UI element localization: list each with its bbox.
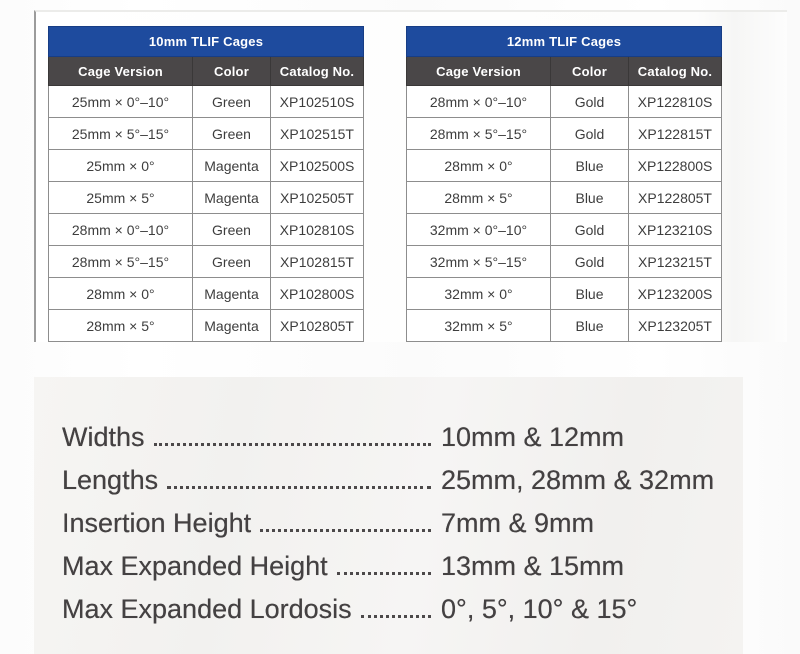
cell-catalog-no: XP102515T bbox=[271, 118, 364, 150]
cell-catalog-no: XP102805T bbox=[271, 310, 364, 342]
cell-color: Blue bbox=[551, 150, 629, 182]
cell-catalog-no: XP102810S bbox=[271, 214, 364, 246]
table-row bbox=[49, 310, 364, 342]
spec-row-insertion-height bbox=[62, 496, 743, 539]
cell-color: Blue bbox=[551, 310, 629, 342]
spec-row-max-expanded-height bbox=[62, 539, 743, 582]
cell-color: Magenta bbox=[193, 278, 271, 310]
cell-cage-version: 25mm × 5°–15° bbox=[49, 118, 193, 150]
cell-color: Gold bbox=[551, 118, 629, 150]
table-row bbox=[49, 118, 364, 150]
cell-cage-version: 28mm × 0° bbox=[407, 150, 551, 182]
spec-row-widths bbox=[62, 410, 743, 453]
cell-cage-version: 28mm × 0°–10° bbox=[49, 214, 193, 246]
cell-cage-version: 25mm × 5° bbox=[49, 182, 193, 214]
spec-row-max-expanded-lordosis bbox=[62, 582, 743, 625]
cell-color: Gold bbox=[551, 214, 629, 246]
cell-cage-version: 32mm × 5° bbox=[407, 310, 551, 342]
cell-catalog-no: XP123200S bbox=[629, 278, 722, 310]
cell-catalog-no: XP102505T bbox=[271, 182, 364, 214]
cell-catalog-no: XP122815T bbox=[629, 118, 722, 150]
cell-color: Green bbox=[193, 214, 271, 246]
column-header-color: Color bbox=[193, 57, 271, 86]
table-title-row bbox=[407, 27, 722, 57]
cell-cage-version: 28mm × 5° bbox=[49, 310, 193, 342]
cell-catalog-no: XP123205T bbox=[629, 310, 722, 342]
table-row bbox=[407, 214, 722, 246]
spec-value: 0°, 5°, 10° & 15° bbox=[441, 593, 638, 624]
cell-color: Magenta bbox=[193, 182, 271, 214]
cell-color: Gold bbox=[551, 246, 629, 278]
dotted-leader bbox=[361, 615, 431, 618]
specs-card bbox=[34, 377, 743, 654]
cell-catalog-no: XP122800S bbox=[629, 150, 722, 182]
table-row bbox=[407, 118, 722, 150]
table-row bbox=[407, 278, 722, 310]
cell-color: Gold bbox=[551, 86, 629, 118]
dotted-leader bbox=[154, 443, 431, 446]
cage-table-10mm bbox=[48, 26, 364, 342]
column-header-color: Color bbox=[551, 57, 629, 86]
dotted-leader bbox=[337, 572, 431, 575]
column-header-row bbox=[407, 57, 722, 86]
column-header-cage-version: Cage Version bbox=[49, 57, 193, 86]
cell-color: Magenta bbox=[193, 310, 271, 342]
column-header-catalog-no: Catalog No. bbox=[271, 57, 364, 86]
cage-table-12mm bbox=[406, 26, 722, 342]
cell-catalog-no: XP123215T bbox=[629, 246, 722, 278]
spec-label: Insertion Height bbox=[62, 507, 252, 538]
dotted-leader bbox=[167, 486, 431, 489]
cell-catalog-no: XP102800S bbox=[271, 278, 364, 310]
cell-cage-version: 32mm × 0° bbox=[407, 278, 551, 310]
table-title-row bbox=[49, 27, 364, 57]
cell-color: Green bbox=[193, 118, 271, 150]
spec-value: 25mm, 28mm & 32mm bbox=[441, 464, 715, 495]
cell-color: Blue bbox=[551, 182, 629, 214]
cell-cage-version: 32mm × 0°–10° bbox=[407, 214, 551, 246]
spec-label: Max Expanded Lordosis bbox=[62, 593, 352, 624]
spec-value: 7mm & 9mm bbox=[441, 507, 595, 538]
table-title-10mm: 10mm TLIF Cages bbox=[49, 27, 364, 57]
table-row bbox=[407, 246, 722, 278]
table-row bbox=[49, 214, 364, 246]
cell-color: Blue bbox=[551, 278, 629, 310]
cell-cage-version: 28mm × 0° bbox=[49, 278, 193, 310]
cell-catalog-no: XP102500S bbox=[271, 150, 364, 182]
cell-cage-version: 28mm × 0°–10° bbox=[407, 86, 551, 118]
cell-cage-version: 28mm × 5°–15° bbox=[407, 118, 551, 150]
table-row bbox=[49, 246, 364, 278]
table-title-12mm: 12mm TLIF Cages bbox=[407, 27, 722, 57]
table-row bbox=[407, 150, 722, 182]
cell-cage-version: 32mm × 5°–15° bbox=[407, 246, 551, 278]
table-row bbox=[407, 182, 722, 214]
table-row bbox=[49, 278, 364, 310]
column-header-row bbox=[49, 57, 364, 86]
cell-catalog-no: XP123210S bbox=[629, 214, 722, 246]
cell-catalog-no: XP102510S bbox=[271, 86, 364, 118]
spec-label: Lengths bbox=[62, 464, 159, 495]
spec-value: 10mm & 12mm bbox=[441, 421, 625, 452]
spec-value: 13mm & 15mm bbox=[441, 550, 625, 581]
table-row bbox=[407, 86, 722, 118]
table-row bbox=[49, 182, 364, 214]
cell-cage-version: 28mm × 5° bbox=[407, 182, 551, 214]
cell-catalog-no: XP102815T bbox=[271, 246, 364, 278]
spec-label: Widths bbox=[62, 421, 145, 452]
cell-catalog-no: XP122805T bbox=[629, 182, 722, 214]
table-row bbox=[49, 86, 364, 118]
cell-color: Magenta bbox=[193, 150, 271, 182]
cell-catalog-no: XP122810S bbox=[629, 86, 722, 118]
spec-label: Max Expanded Height bbox=[62, 550, 328, 581]
dotted-leader bbox=[260, 529, 431, 532]
spec-row-lengths bbox=[62, 453, 743, 496]
column-header-cage-version: Cage Version bbox=[407, 57, 551, 86]
cell-color: Green bbox=[193, 246, 271, 278]
table-row bbox=[49, 150, 364, 182]
cell-cage-version: 25mm × 0°–10° bbox=[49, 86, 193, 118]
cell-cage-version: 25mm × 0° bbox=[49, 150, 193, 182]
cell-color: Green bbox=[193, 86, 271, 118]
column-header-catalog-no: Catalog No. bbox=[629, 57, 722, 86]
table-row bbox=[407, 310, 722, 342]
cell-cage-version: 28mm × 5°–15° bbox=[49, 246, 193, 278]
